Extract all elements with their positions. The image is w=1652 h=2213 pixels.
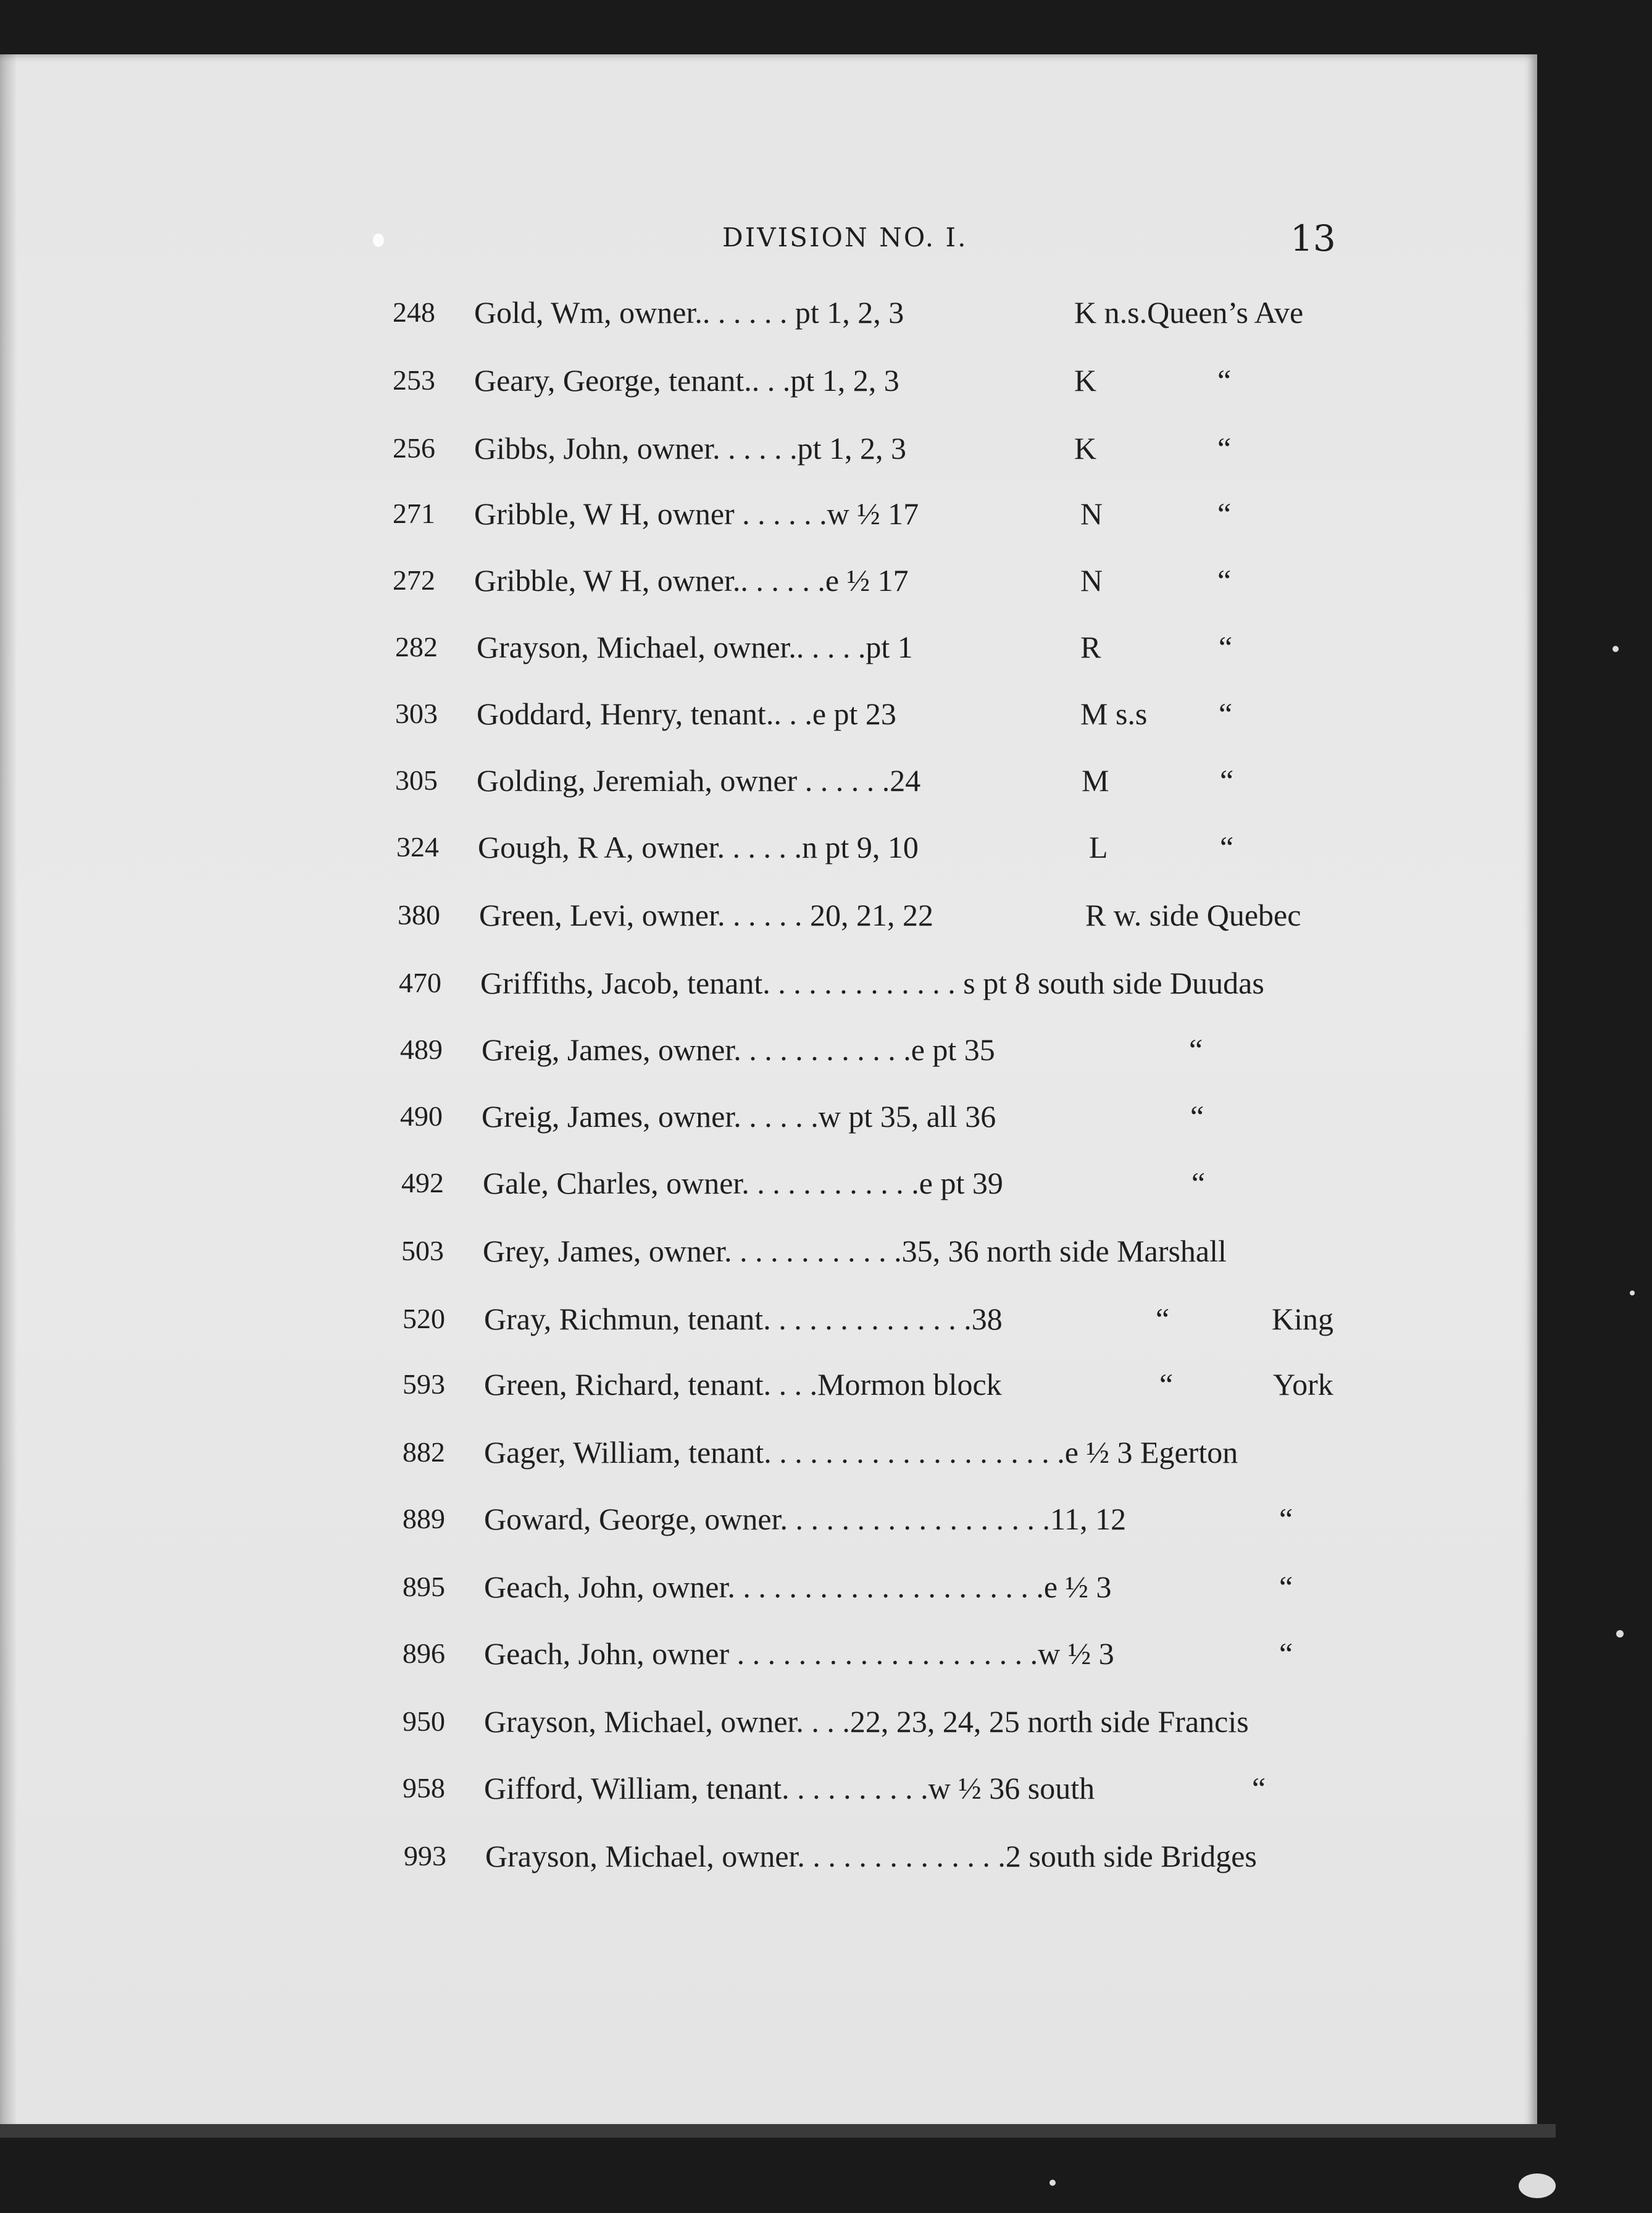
scan-speck <box>1630 1291 1635 1295</box>
street-column: “ <box>1219 630 1233 664</box>
entry-text: Golding, Jeremiah, owner . . . . . .24 <box>477 763 921 798</box>
scan-speck <box>1049 2180 1056 2186</box>
entry-text: Gibbs, John, owner. . . . . .pt 1, 2, 3 <box>474 431 906 466</box>
entry-text: Goddard, Henry, tenant.. . .e pt 23 <box>477 697 896 731</box>
scan-speck <box>1519 2173 1556 2198</box>
block-column: N <box>1080 563 1103 598</box>
lot-number: 303 <box>395 698 438 729</box>
block-column: N <box>1080 496 1103 531</box>
lot-number: 882 <box>403 1436 445 1468</box>
lot-number: 248 <box>393 296 435 328</box>
entry-text: Gray, Richmun, tenant. . . . . . . . . . . . . .38 <box>484 1302 1003 1336</box>
street-column: “ <box>1279 1502 1293 1536</box>
street-column: “ <box>1279 1570 1293 1604</box>
street-column: “ <box>1191 1166 1206 1200</box>
lot-number: 993 <box>404 1840 446 1872</box>
street-column: “ <box>1189 1032 1203 1067</box>
street-column: “ <box>1217 563 1232 598</box>
block-column: K <box>1074 431 1097 466</box>
street-column: “ <box>1217 431 1232 466</box>
street-column: “ <box>1220 830 1234 864</box>
block-column: “ <box>1156 1302 1170 1336</box>
entry-text: Geach, John, owner. . . . . . . . . . . . . . . . . . . . .e ½ 3 <box>484 1570 1112 1604</box>
lot-number: 503 <box>401 1235 444 1266</box>
binding-shadow <box>0 54 17 2130</box>
street-column: “ <box>1217 496 1232 531</box>
scan-speck <box>1616 1630 1624 1638</box>
street-column: “ <box>1190 1099 1204 1134</box>
lot-number: 958 <box>403 1772 445 1804</box>
entry-text: Green, Richard, tenant. . . .Mormon block <box>484 1367 1002 1402</box>
lot-number: 593 <box>403 1368 445 1400</box>
entry-text: Greig, James, owner. . . . . .w pt 35, all 36 <box>482 1099 996 1134</box>
street-column: “ <box>1279 1636 1293 1671</box>
lot-number: 305 <box>395 764 438 796</box>
entry-text: Goward, George, owner. . . . . . . . . . . . . . . . . .11, 12 <box>484 1502 1127 1536</box>
lot-number: 490 <box>400 1100 443 1132</box>
entry-text: Gribble, W H, owner . . . . . .w ½ 17 <box>474 496 919 531</box>
entry-text: Gribble, W H, owner.. . . . . .e ½ 17 <box>474 563 909 598</box>
street-column: King <box>1272 1302 1333 1336</box>
block-column: K <box>1074 363 1097 398</box>
entry-text: Grayson, Michael, owner.. . . . .pt 1 <box>477 630 913 664</box>
lot-number: 470 <box>399 967 441 998</box>
street-column: York <box>1273 1367 1333 1402</box>
entry-text: Grey, James, owner. . . . . . . . . . . .35, 36 north side Marshall <box>483 1234 1227 1268</box>
entry-text: Green, Levi, owner. . . . . . 20, 21, 22 <box>479 898 933 932</box>
lot-number: 896 <box>403 1638 445 1669</box>
lot-number: 520 <box>403 1303 445 1334</box>
entry-text: Griffiths, Jacob, tenant. . . . . . . . . . . . . s pt 8 south side Duudas <box>480 966 1264 1000</box>
lot-number: 271 <box>393 498 435 529</box>
lot-number: 282 <box>395 631 438 663</box>
lot-number: 492 <box>401 1167 444 1199</box>
entry-text: Gough, R A, owner. . . . . .n pt 9, 10 <box>478 830 919 864</box>
entry-text: Gifford, William, tenant. . . . . . . . . .w ½ 36 south <box>484 1771 1095 1805</box>
entry-text: Gold, Wm, owner.. . . . . . pt 1, 2, 3 <box>474 295 904 330</box>
lot-number: 895 <box>403 1571 445 1602</box>
street-column: “ <box>1220 763 1234 798</box>
lot-number: 253 <box>393 364 435 396</box>
block-column: M s.s <box>1080 697 1148 731</box>
block-column: K n.s.Queen’s Ave <box>1074 295 1304 330</box>
block-column: L <box>1089 830 1108 864</box>
lot-number: 950 <box>403 1705 445 1737</box>
entry-text: Grayson, Michael, owner. . . . . . . . . . . . . .2 south side Bridges <box>485 1839 1257 1873</box>
scan-speck <box>1612 646 1619 652</box>
entry-text: Grayson, Michael, owner. . . .22, 23, 24, 25 north side Francis <box>484 1704 1249 1739</box>
entry-text: Geach, John, owner . . . . . . . . . . . . . . . . . . . .w ½ 3 <box>484 1636 1114 1671</box>
block-column: M <box>1082 763 1109 798</box>
lot-number: 889 <box>403 1503 445 1534</box>
lot-number: 489 <box>400 1034 443 1065</box>
entry-text: Greig, James, owner. . . . . . . . . . . .e pt 35 <box>482 1032 995 1067</box>
street-column: “ <box>1219 697 1233 731</box>
entry-text: Geary, George, tenant.. . .pt 1, 2, 3 <box>474 363 899 398</box>
entry-text: Gager, William, tenant. . . . . . . . . . . . . . . . . . . .e ½ 3 Egerton <box>484 1435 1238 1470</box>
lot-number: 324 <box>396 831 439 863</box>
lot-number: 380 <box>398 899 440 931</box>
street-column: “ <box>1217 363 1232 398</box>
block-column: R <box>1080 630 1101 664</box>
running-head: DIVISION NO. I. <box>722 222 968 253</box>
page-number: 13 <box>1290 217 1336 259</box>
block-column: R w. side Quebec <box>1085 898 1301 932</box>
lot-number: 272 <box>393 564 435 596</box>
lot-number: 256 <box>393 432 435 464</box>
page-bottom-edge <box>0 2124 1556 2138</box>
scan-speck <box>373 233 384 247</box>
street-column: “ <box>1252 1771 1266 1805</box>
entry-text: Gale, Charles, owner. . . . . . . . . . . .e pt 39 <box>483 1166 1003 1200</box>
block-column: “ <box>1159 1367 1174 1402</box>
